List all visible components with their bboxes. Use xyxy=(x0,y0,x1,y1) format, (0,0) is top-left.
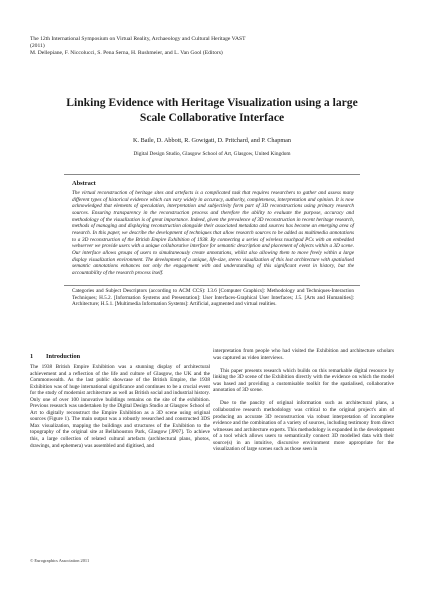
title-line-1: Linking Evidence with Heritage Visualization using a large xyxy=(66,96,358,109)
paragraph: interpretation from people who had visited the Exhibition and architecture scholars was captured as video interviews. xyxy=(213,348,394,361)
authors: K. Baile, D. Abbott, R. Gowigati, D. Pritchard, and P. Chapman xyxy=(133,137,291,144)
conference-line: The 12th International Symposium on Virtual Reality, Archaeology and Cultural Heritage VAST xyxy=(30,36,246,42)
abstract-heading: Abstract xyxy=(72,180,96,187)
ccs-descriptors: Categories and Subject Descriptors (according to ACM CCS): I.3.6 [Computer Graphics]: Methodology and Techniques-Interaction Techniques; H.5.2. [Information Systems and Presentation]: User Interfaces-Graphical User Interfaces; J.5. [Arts and Humanities]: Architecture; H.5.1. [Multimedia Information Systems]: Artificial, augmented and virtual realities. xyxy=(72,288,354,308)
paragraph: The 1938 British Empire Exhibition was a stunning display of architectural achievement and a reflection of the life and culture of Glasgow, the UK and the Commonwealth. As the last public showcase of the British Empire, the 1938 Exhibition was of huge international significance and continues to be a crucial event for the study of modernist architecture as well as British social and industrial history. Only one of over 100 innovative buildings remains on the site of the exhibition. Previous research was undertaken by the Digital Design Studio at Glasgow School of Art to digitally reconstruct the Empire Exhibition as a 3D scene using original sources (Figure 1). The main output was a robustly researched and constructed 3DS Max visualization, mapping the buildings and structures of the Exhibition to the topography of the original site at Bellahouston Park, Glasgow [JP07]. To achieve this, a large collection of related cultural artefacts (architectural plans, photos, drawings, and ephemera) was assembled and digitised, and xyxy=(30,364,210,449)
section-heading xyxy=(30,353,80,360)
divider-top xyxy=(64,174,360,175)
section-title: Introduction xyxy=(46,353,81,360)
abstract-text: The virtual reconstruction of heritage sites and artefacts is a complicated task that requires researchers to gather and assess many different types of historical evidence which can vary widely in accuracy, authority, completeness, interpretation and opinion. It is now acknowledged that elements of speculation, interpretation and subjectivity form part of 3D reconstructions using primary research sources. Ensuring transparency in the reconstruction process and therefore the ability to evaluate the purpose, accuracy and methodology of the visualization is of great importance. Indeed, given the prevalence of 3D reconstruction in recent heritage research, methods of managing and displaying reconstruction alongside their associated metadata and sources has become an emerging area of research. In this paper, we describe the development of techniques that allow research sources to be added as multimedia annotations to a 3D reconstruction of the British Empire Exhibition of 1938. By connecting a series of wireless touchpad PCs with an embedded webserver we provide users with a unique collaborative interface for semantic description and placement of objects within a 3D scene. Our interface allows groups of users to simultaneously create annotations, whilst also allowing them to move freely within a large display visualization environment. The development of a unique, life-size, stereo visualization of this lost architecture with spatialised semantic annotations enhances not only the engagement with and understanding of this significant event in history, but the accountability of the research process itself. xyxy=(72,190,354,276)
conference-header xyxy=(30,36,370,58)
divider-bottom xyxy=(64,285,360,286)
paper-title xyxy=(40,96,384,125)
paragraph: Due to the paucity of original information such as architectural plans, a collaborative research methodology was critical to the original project's aim of producing an accurate 3D reconstruction via robust interpretation of incomplete evidence and the combination of a variety of sources, including testimony from direct witnesses and architecture experts. This methodology is expanded in the development of a tool which allows users to semantically connect 3D modelled data with their source(s) in an intuitive, discursive environment more appropriate for the visualization of large scenes such as those seen in xyxy=(213,400,394,453)
editors-line: M. Dellepiane, F. Niccolucci, S. Pena Serna, H. Rushmeier, and L. Van Gool (Editors) xyxy=(30,50,223,57)
conference-year: (2011) xyxy=(30,43,45,50)
title-line-2: Scale Collaborative Interface xyxy=(139,110,285,124)
left-column xyxy=(30,364,210,456)
affiliation: Digital Design Studio, Glasgow School of Art, Glasgow, United Kingdom xyxy=(133,151,291,157)
right-column xyxy=(213,348,394,459)
section-number: 1 xyxy=(30,353,34,360)
paragraph: This paper presents research which builds on this remarkable digital resource by linking the 3D scene of the Exhibition directly with the evidence on which the model was based and providing a customisable toolkit for the spatialised, collaborative annotation of 3D scene. xyxy=(213,367,394,394)
copyright-notice: © Eurographics Association 2011 xyxy=(30,558,90,563)
